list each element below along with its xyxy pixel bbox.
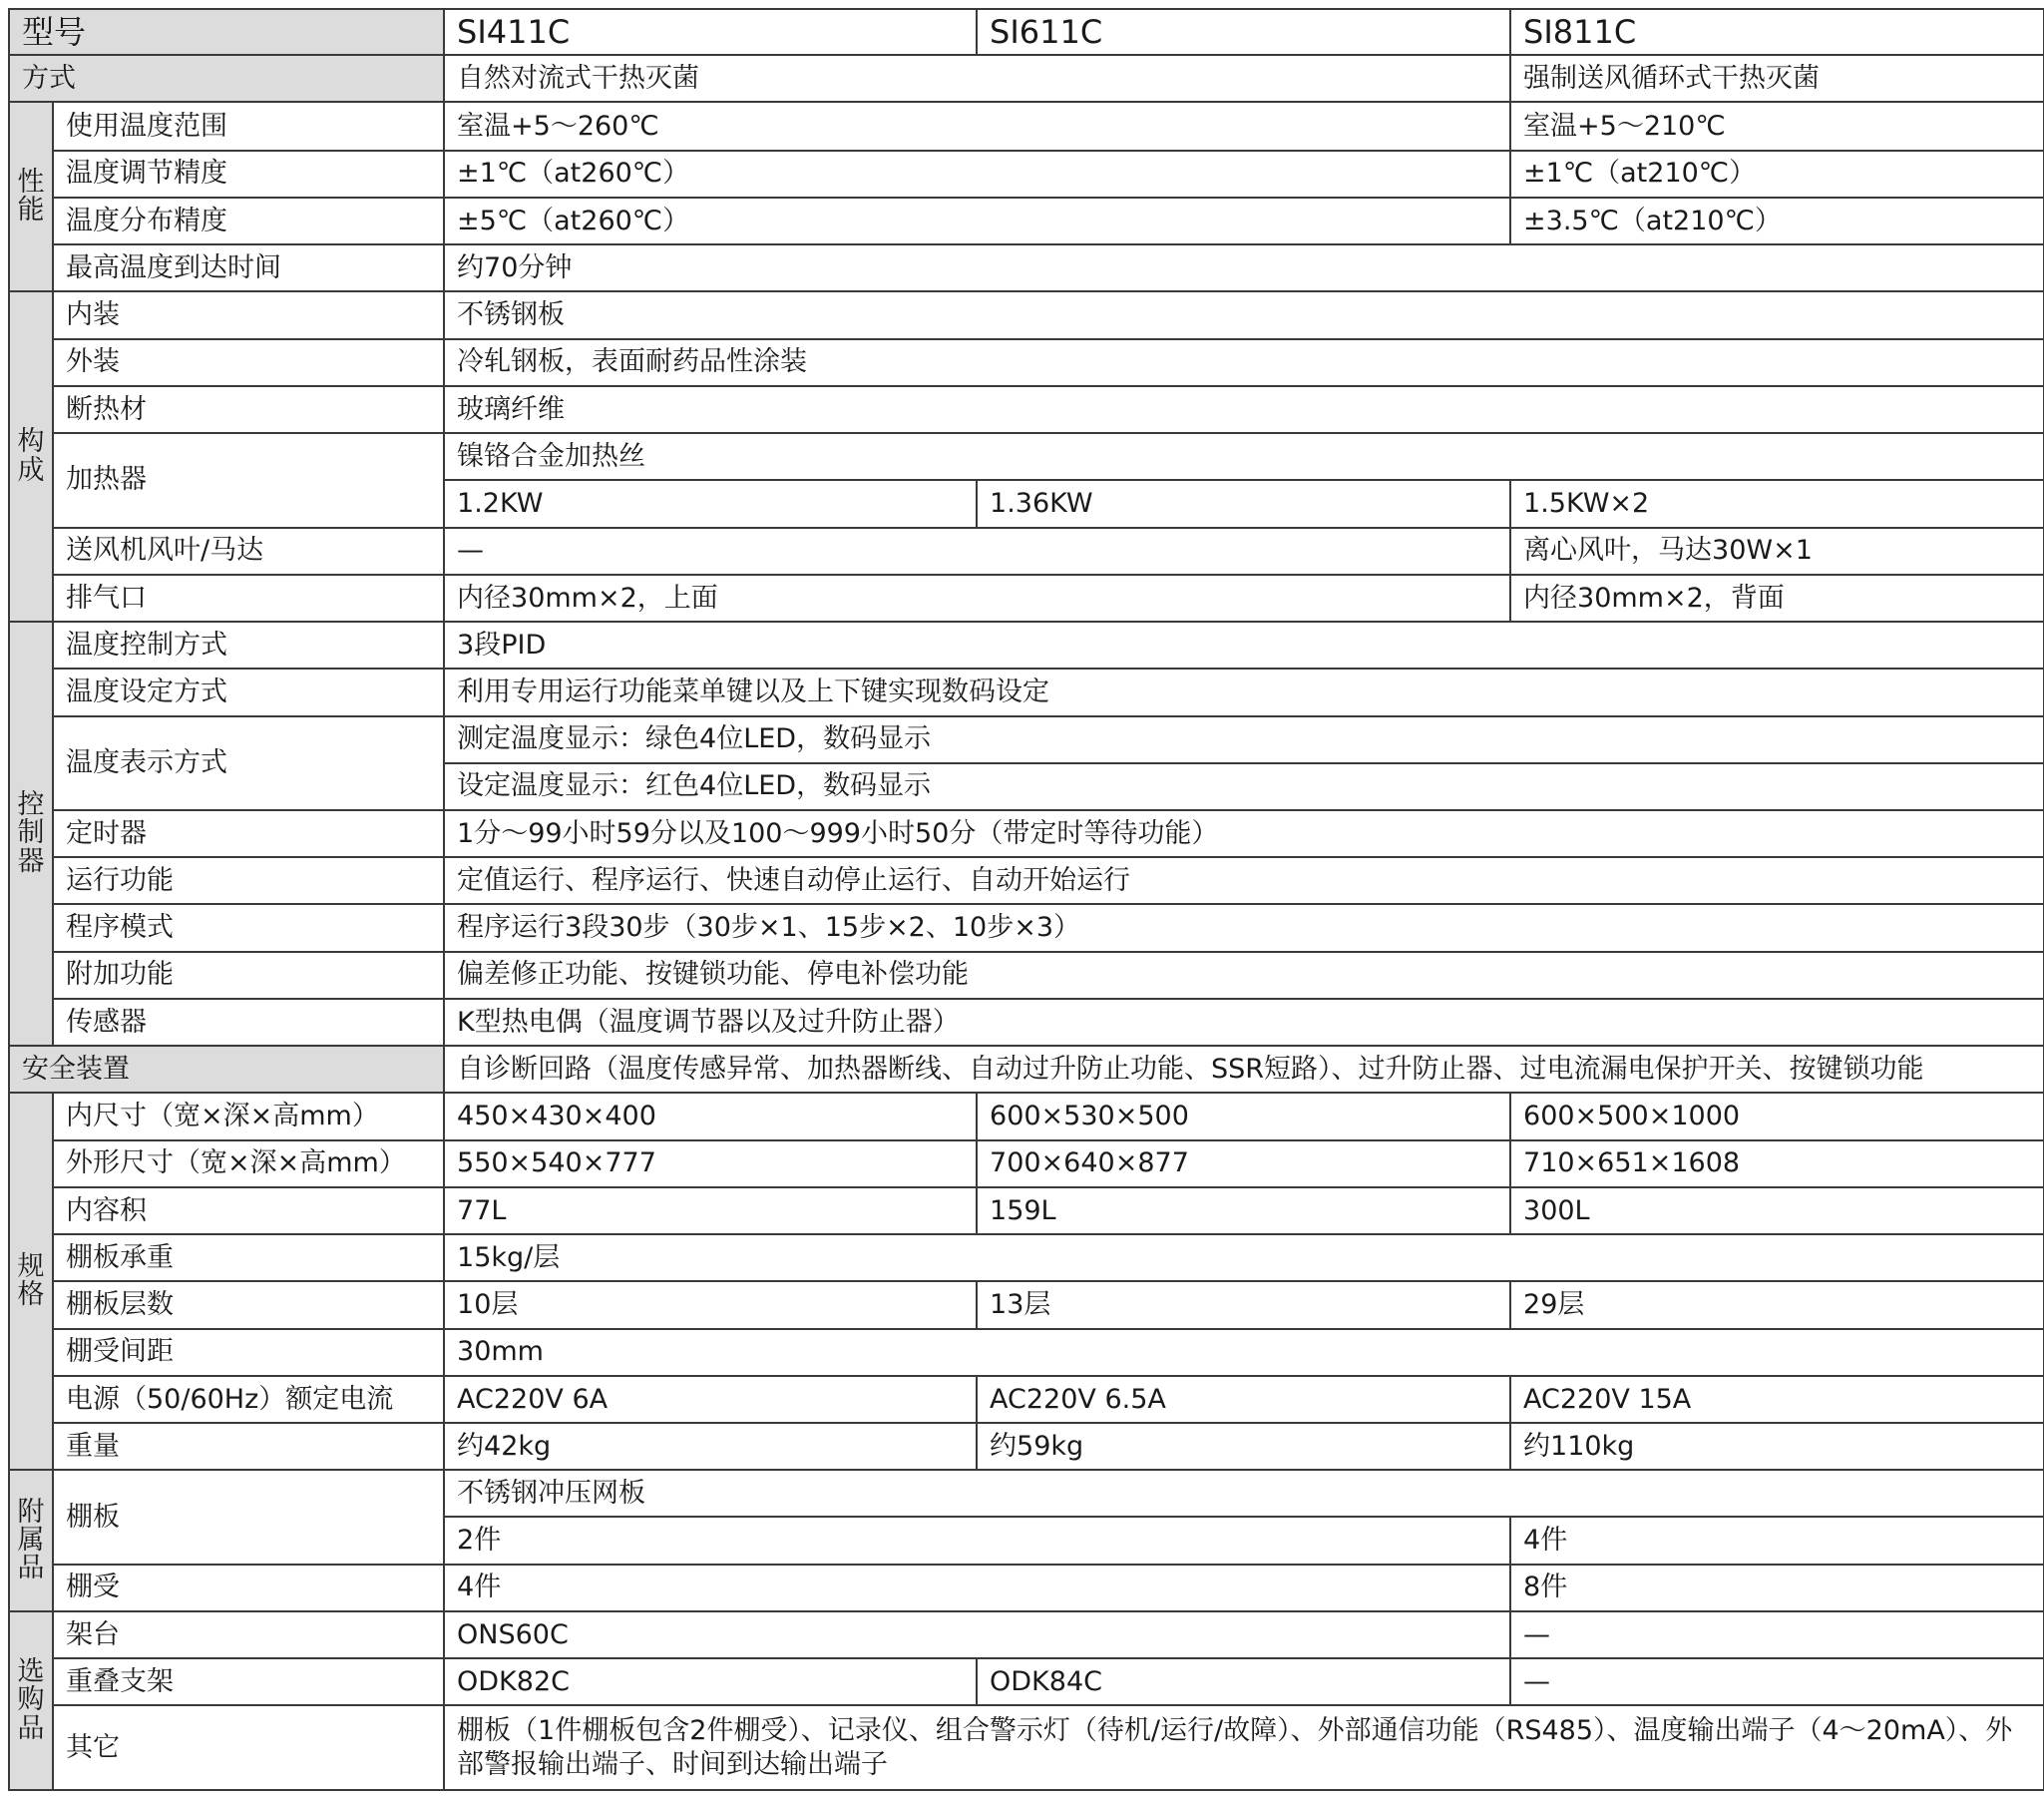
cell-value: 冷轧钢板，表面耐药品性涂装 — [444, 339, 2044, 386]
cell-value: 自诊断回路（温度传感异常、加热器断线、自动过升防止功能、SSR短路）、过升防止器、过电流漏电保护开关、按键锁功能 — [444, 1046, 2044, 1093]
table-row — [9, 1140, 2044, 1187]
row-label: 传感器 — [53, 999, 444, 1046]
table-row — [9, 102, 2044, 150]
cell-value: 4件 — [1510, 1517, 2044, 1564]
row-label: 定时器 — [53, 810, 444, 857]
cell-value: 10层 — [444, 1281, 977, 1328]
table-row — [9, 1611, 2044, 1658]
cell-value: 不锈钢冲压网板 — [444, 1470, 2044, 1517]
cell-value: 8件 — [1510, 1565, 2044, 1611]
model-si411c: SI411C — [444, 9, 977, 55]
table-row — [9, 386, 2044, 433]
group-label-construction: 构成 — [9, 291, 53, 622]
table-row — [9, 528, 2044, 575]
table-row — [9, 1376, 2044, 1423]
table-row — [9, 575, 2044, 622]
row-label: 其它 — [53, 1705, 444, 1790]
cell-value: 77L — [444, 1187, 977, 1234]
table-row — [9, 1234, 2044, 1281]
table-row — [9, 904, 2044, 951]
cell-value: 13层 — [977, 1281, 1510, 1328]
row-label: 内容积 — [53, 1187, 444, 1234]
row-label: 棚板承重 — [53, 1234, 444, 1281]
cell-value: 710×651×1608 — [1510, 1140, 2044, 1187]
table-row — [9, 1281, 2044, 1328]
row-label: 加热器 — [53, 433, 444, 527]
table-row — [9, 1093, 2044, 1139]
row-label: 排气口 — [53, 575, 444, 622]
cell-value: ODK82C — [444, 1658, 977, 1705]
table-row — [9, 716, 2044, 763]
cell-value: 450×430×400 — [444, 1093, 977, 1139]
row-label: 架台 — [53, 1611, 444, 1658]
cell-value: 29层 — [1510, 1281, 2044, 1328]
cell-value: ±1℃（at210℃） — [1510, 151, 2044, 198]
cell-value: 1分～99小时59分以及100～999小时50分（带定时等待功能） — [444, 810, 2044, 857]
row-label: 温度分布精度 — [53, 198, 444, 244]
cell-value: 强制送风循环式干热灭菌 — [1510, 55, 2044, 102]
row-label: 方式 — [9, 55, 444, 102]
cell-value: — — [444, 528, 1510, 575]
row-label: 断热材 — [53, 386, 444, 433]
table-row — [9, 1565, 2044, 1611]
cell-value: 利用专用运行功能菜单键以及上下键实现数码设定 — [444, 669, 2044, 715]
cell-value: 内径30mm×2，上面 — [444, 575, 1510, 622]
group-label-controller: 控制器 — [9, 622, 53, 1046]
cell-value: 测定温度显示：绿色4位LED，数码显示 — [444, 716, 2044, 763]
cell-value: 不锈钢板 — [444, 291, 2044, 338]
cell-value: 玻璃纤维 — [444, 386, 2044, 433]
cell-value: 约59kg — [977, 1423, 1510, 1470]
cell-value: 棚板（1件棚板包含2件棚受）、记录仪、组合警示灯（待机/运行/故障）、外部通信功能（RS485）、温度输出端子（4～20mA）、外部警报输出端子、时间到达输出端子 — [444, 1705, 2044, 1790]
cell-value: 550×540×777 — [444, 1140, 977, 1187]
table-row — [9, 1658, 2044, 1705]
table-row — [9, 622, 2044, 669]
row-label: 安全装置 — [9, 1046, 444, 1093]
row-label: 附加功能 — [53, 952, 444, 999]
cell-value: AC220V 6A — [444, 1376, 977, 1423]
row-label: 重叠支架 — [53, 1658, 444, 1705]
cell-value: AC220V 15A — [1510, 1376, 2044, 1423]
cell-value: 设定温度显示：红色4位LED，数码显示 — [444, 763, 2044, 810]
cell-value: 600×500×1000 — [1510, 1093, 2044, 1139]
cell-value: ODK84C — [977, 1658, 1510, 1705]
row-label: 温度表示方式 — [53, 716, 444, 810]
cell-value: AC220V 6.5A — [977, 1376, 1510, 1423]
cell-value: 离心风叶，马达30W×1 — [1510, 528, 2044, 575]
table-row — [9, 55, 2044, 102]
cell-value: 30mm — [444, 1329, 2044, 1376]
cell-value: 3段PID — [444, 622, 2044, 669]
row-label: 棚板 — [53, 1470, 444, 1564]
row-label: 内尺寸（宽×深×高mm） — [53, 1093, 444, 1139]
cell-value: K型热电偶（温度调节器以及过升防止器） — [444, 999, 2044, 1046]
row-label: 最高温度到达时间 — [53, 244, 444, 291]
cell-value: 2件 — [444, 1517, 1510, 1564]
cell-value: ONS60C — [444, 1611, 1510, 1658]
model-si811c: SI811C — [1510, 9, 2044, 55]
cell-value: 15kg/层 — [444, 1234, 2044, 1281]
group-label-accessories: 附属品 — [9, 1470, 53, 1611]
row-label: 电源（50/60Hz）额定电流 — [53, 1376, 444, 1423]
table-row — [9, 433, 2044, 480]
row-label: 重量 — [53, 1423, 444, 1470]
cell-value: 600×530×500 — [977, 1093, 1510, 1139]
table-row — [9, 669, 2044, 715]
group-label-specs: 规格 — [9, 1093, 53, 1470]
table-row — [9, 810, 2044, 857]
table-row — [9, 291, 2044, 338]
cell-value: 自然对流式干热灭菌 — [444, 55, 1510, 102]
cell-value: 约110kg — [1510, 1423, 2044, 1470]
cell-value: 约42kg — [444, 1423, 977, 1470]
table-row — [9, 1329, 2044, 1376]
cell-value: 700×640×877 — [977, 1140, 1510, 1187]
row-label: 内装 — [53, 291, 444, 338]
cell-value: ±1℃（at260℃） — [444, 151, 1510, 198]
table-row — [9, 339, 2044, 386]
table-row — [9, 1470, 2044, 1517]
cell-value: 镍铬合金加热丝 — [444, 433, 2044, 480]
table-row — [9, 244, 2044, 291]
cell-value: 1.36KW — [977, 480, 1510, 527]
row-label: 外装 — [53, 339, 444, 386]
cell-value: ±5℃（at260℃） — [444, 198, 1510, 244]
cell-value: 室温+5～210℃ — [1510, 102, 2044, 150]
table-row — [9, 999, 2044, 1046]
cell-value: 偏差修正功能、按键锁功能、停电补偿功能 — [444, 952, 2044, 999]
cell-value: 内径30mm×2，背面 — [1510, 575, 2044, 622]
cell-value: 1.2KW — [444, 480, 977, 527]
cell-value: 程序运行3段30步（30步×1、15步×2、10步×3） — [444, 904, 2044, 951]
table-row — [9, 857, 2044, 904]
table-row — [9, 151, 2044, 198]
table-row — [9, 952, 2044, 999]
cell-value: 4件 — [444, 1565, 1510, 1611]
spec-table — [8, 8, 2044, 1791]
cell-value: 300L — [1510, 1187, 2044, 1234]
row-label: 送风机风叶/马达 — [53, 528, 444, 575]
cell-value: — — [1510, 1611, 2044, 1658]
table-row — [9, 1423, 2044, 1470]
row-label: 棚受间距 — [53, 1329, 444, 1376]
row-label: 棚受 — [53, 1565, 444, 1611]
cell-value: 定值运行、程序运行、快速自动停止运行、自动开始运行 — [444, 857, 2044, 904]
cell-value: 1.5KW×2 — [1510, 480, 2044, 527]
table-row — [9, 1187, 2044, 1234]
row-label: 外形尺寸（宽×深×高mm） — [53, 1140, 444, 1187]
table-row — [9, 198, 2044, 244]
table-row — [9, 1046, 2044, 1093]
group-label-performance: 性能 — [9, 102, 53, 291]
model-si611c: SI611C — [977, 9, 1510, 55]
model-label: 型号 — [9, 9, 444, 55]
row-label: 运行功能 — [53, 857, 444, 904]
row-label: 程序模式 — [53, 904, 444, 951]
cell-value: 159L — [977, 1187, 1510, 1234]
group-label-options: 选购品 — [9, 1611, 53, 1790]
header-row — [9, 9, 2044, 55]
cell-value: 约70分钟 — [444, 244, 2044, 291]
cell-value: ±3.5℃（at210℃） — [1510, 198, 2044, 244]
cell-value: — — [1510, 1658, 2044, 1705]
table-row — [9, 1705, 2044, 1790]
row-label: 温度设定方式 — [53, 669, 444, 715]
cell-value: 室温+5～260℃ — [444, 102, 1510, 150]
row-label: 温度调节精度 — [53, 151, 444, 198]
row-label: 温度控制方式 — [53, 622, 444, 669]
row-label: 棚板层数 — [53, 1281, 444, 1328]
row-label: 使用温度范围 — [53, 102, 444, 150]
